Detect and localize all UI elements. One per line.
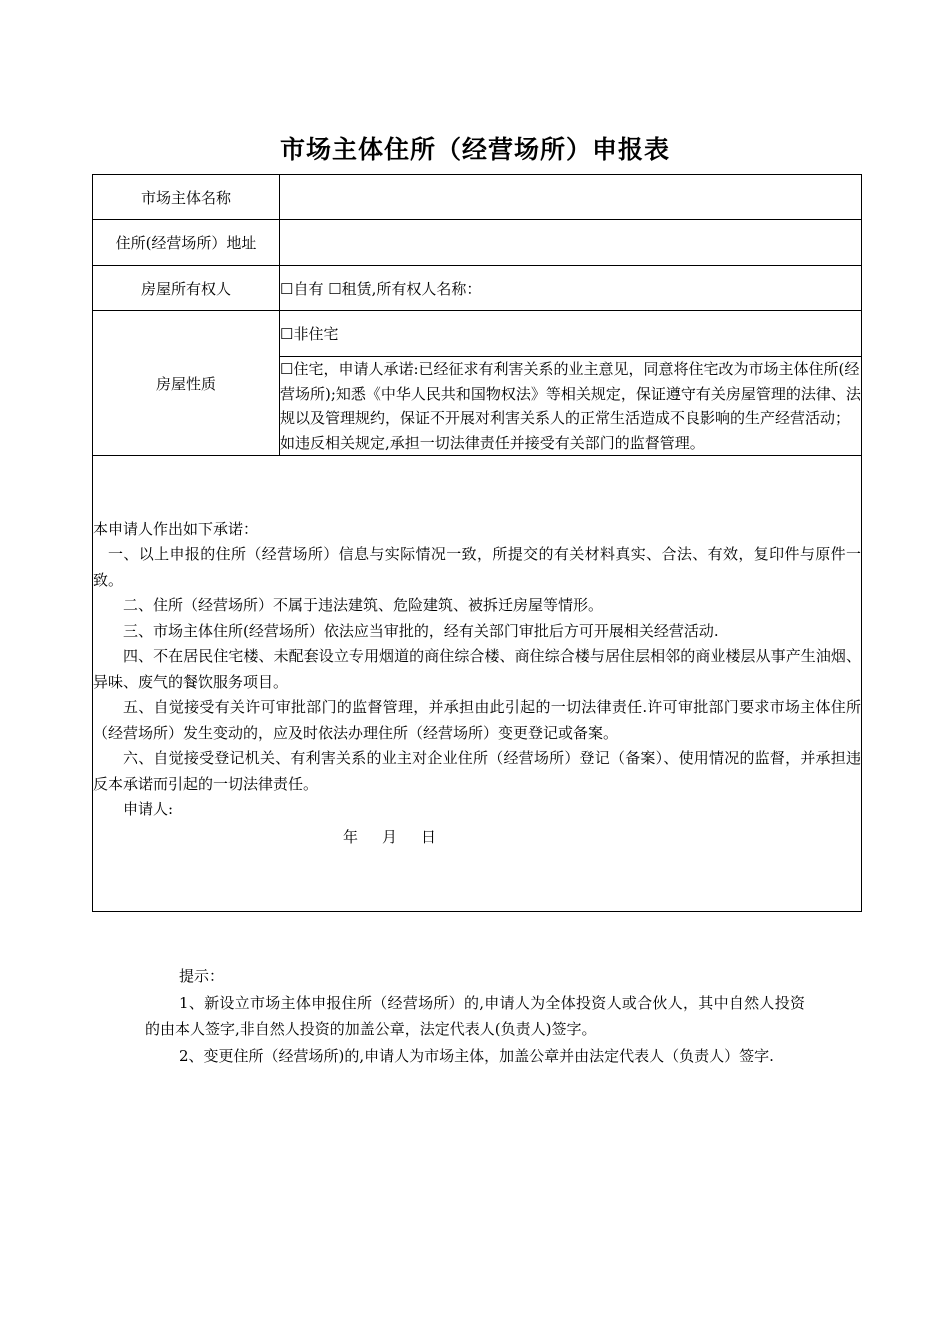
declaration-form (92, 174, 862, 912)
promise-item-2: 二、住所（经营场所）不属于违法建筑、危险建筑、被拆迁房屋等情形。 (123, 596, 604, 615)
promise-intro: 本申请人作出如下承诺： (93, 519, 259, 538)
promise-item-5: 五、自觉接受有关许可审批部门的监督管理，并承担由此引起的一切法律责任.许可审批部门要求市场主体住所（经营场所）发生变动的，应及时依法办理住所（经营场所）变更登记或备案。 (93, 698, 861, 742)
tips-section (145, 963, 805, 1069)
address-label: 住所(经营场所）地址 (93, 220, 280, 266)
tip-item-2: 2、变更住所（经营场所)的,申请人为市场主体，加盖公章并由法定代表人（负责人）签字. (179, 1046, 774, 1065)
entity-name-field[interactable] (280, 175, 862, 220)
promise-item-4: 四、不在居民住宅楼、未配套设立专用烟道的商住综合楼、商住综合楼与居住层相邻的商业楼层从事产生油烟、异味、废气的餐饮服务项目。 (93, 647, 861, 691)
promise-item-6: 六、自觉接受登记机关、有利害关系的业主对企业住所（经营场所）登记（备案）、使用情况的监督，并承担违反本承诺而引起的一切法律责任。 (93, 749, 861, 793)
page-title: 市场主体住所（经营场所）申报表 (279, 135, 670, 164)
residential-option[interactable]: ☐住宅，申请人承诺:已经征求有利害关系的业主意见，同意将住宅改为市场主体住所(经营场所);知悉《中华人民共和国物权法》等相关规定，保证遵守有关房屋管理的法律、法规以及管理规约，保证不开展对利害关系人的正常生活造成不良影响的生产经营活动；如违反相关规定,承担一切法律责任并接受有关部门的监督管理。 (280, 357, 862, 456)
address-field[interactable] (280, 220, 862, 266)
date-year: 年 (343, 827, 359, 846)
date-line (93, 825, 861, 851)
date-day: 日 (421, 827, 437, 846)
entity-name-label: 市场主体名称 (93, 175, 280, 220)
promise-item-1: 一、以上申报的住所（经营场所）信息与实际情况一致，所提交的有关材料真实、合法、有效，复印件与原件一致。 (93, 545, 861, 589)
owner-field[interactable]: ☐自有 ☐租赁,所有权人名称： (280, 266, 862, 311)
promise-item-3: 三、市场主体住所(经营场所）依法应当审批的，经有关部门审批后方可开展相关经营活动. (123, 621, 719, 640)
date-month: 月 (382, 827, 398, 846)
applicant-label: 申请人: (123, 800, 174, 819)
promise-section (93, 456, 862, 912)
owner-label: 房屋所有权人 (93, 266, 280, 311)
non-residential-option[interactable]: ☐非住宅 (280, 311, 862, 357)
tip-item-1: 1、新设立市场主体申报住所（经营场所）的,申请人为全体投资人或合伙人，其中自然人投资的由本人签字,非自然人投资的加盖公章，法定代表人(负责人)签字。 (145, 993, 805, 1038)
property-nature-label: 房屋性质 (93, 311, 280, 456)
tips-heading: 提示： (179, 967, 225, 985)
